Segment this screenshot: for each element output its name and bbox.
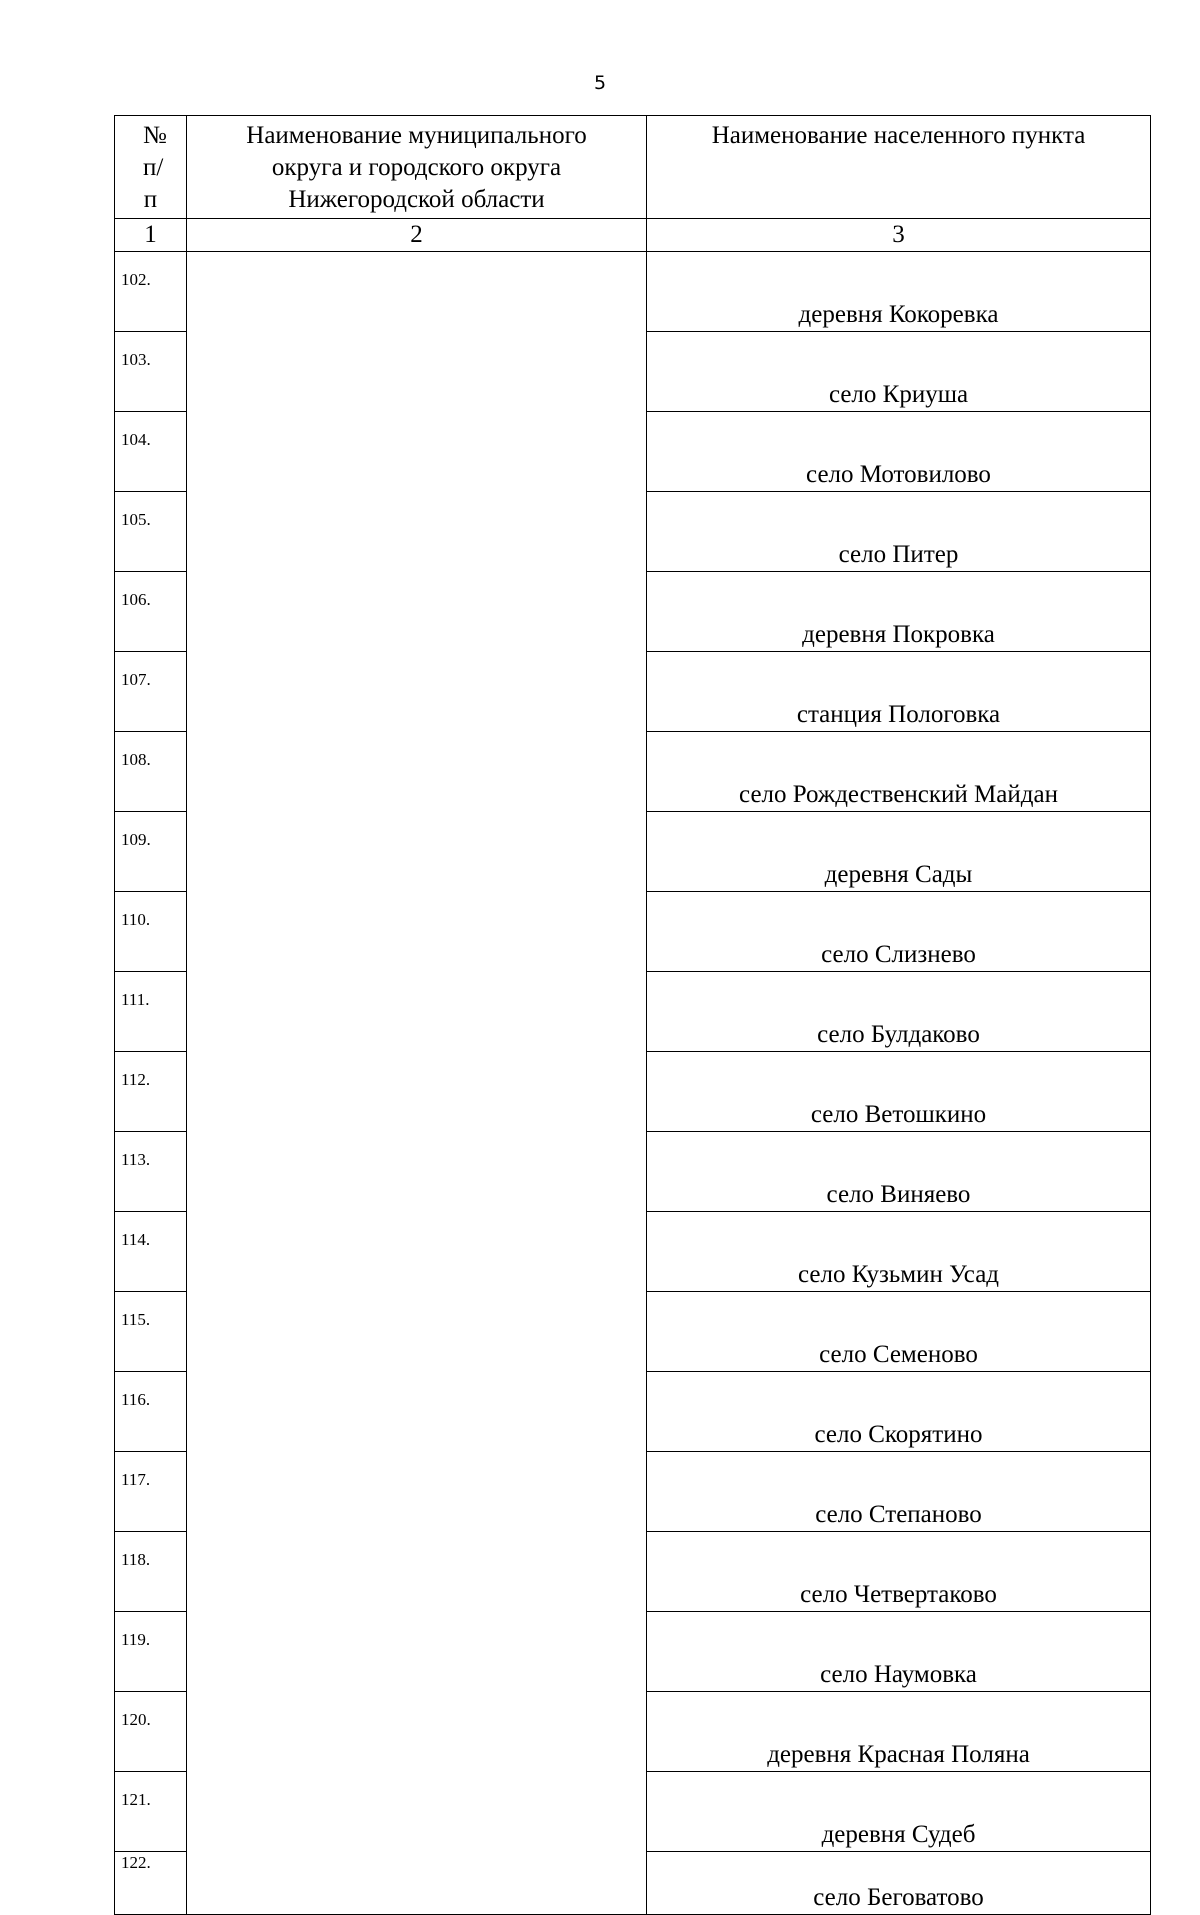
settlement-name: село Слизнево	[647, 892, 1151, 972]
row-number: 110.	[115, 892, 187, 972]
settlement-name: деревня Покровка	[647, 572, 1151, 652]
settlement-name: село Питер	[647, 492, 1151, 572]
settlement-name: село Криуша	[647, 332, 1151, 412]
header-number: № п/п	[115, 116, 187, 219]
header-district: Наименование муниципального округа и городского округа Нижегородской области	[187, 116, 647, 219]
row-number: 103.	[115, 332, 187, 412]
settlement-name: село Кузьмин Усад	[647, 1212, 1151, 1292]
settlement-name: село Степаново	[647, 1452, 1151, 1532]
settlement-name: село Ветошкино	[647, 1052, 1151, 1132]
table-row	[115, 252, 1151, 332]
row-number: 117.	[115, 1452, 187, 1532]
row-number: 120.	[115, 1692, 187, 1772]
page-number: 5	[593, 72, 607, 94]
column-number-row	[115, 219, 1151, 252]
row-number: 122.	[115, 1852, 187, 1915]
row-number: 109.	[115, 812, 187, 892]
settlement-name: деревня Кокоревка	[647, 252, 1151, 332]
settlement-name: село Беговатово	[647, 1852, 1151, 1915]
column-number-2: 2	[187, 219, 647, 252]
row-number: 119.	[115, 1612, 187, 1692]
row-number: 114.	[115, 1212, 187, 1292]
column-number-1: 1	[115, 219, 187, 252]
row-number: 105.	[115, 492, 187, 572]
settlement-name: село Булдаково	[647, 972, 1151, 1052]
row-number: 121.	[115, 1772, 187, 1852]
header-settlement: Наименование населенного пункта	[647, 116, 1151, 219]
row-number: 112.	[115, 1052, 187, 1132]
column-number-3: 3	[647, 219, 1151, 252]
row-number: 111.	[115, 972, 187, 1052]
row-number: 108.	[115, 732, 187, 812]
settlement-name: село Наумовка	[647, 1612, 1151, 1692]
settlement-name: деревня Судеб	[647, 1772, 1151, 1852]
settlement-name: село Скорятино	[647, 1372, 1151, 1452]
settlement-name: село Виняево	[647, 1132, 1151, 1212]
settlements-table	[114, 115, 1151, 1915]
settlement-name: деревня Красная Поляна	[647, 1692, 1151, 1772]
row-number: 115.	[115, 1292, 187, 1372]
row-number: 104.	[115, 412, 187, 492]
district-cell	[187, 252, 647, 1915]
settlement-name: деревня Сады	[647, 812, 1151, 892]
header-row	[115, 116, 1151, 219]
row-number: 102.	[115, 252, 187, 332]
table-body	[115, 116, 1151, 1915]
row-number: 113.	[115, 1132, 187, 1212]
settlement-name: станция Пологовка	[647, 652, 1151, 732]
row-number: 106.	[115, 572, 187, 652]
settlement-name: село Семеново	[647, 1292, 1151, 1372]
settlement-name: село Мотовилово	[647, 412, 1151, 492]
settlement-name: село Рождественский Майдан	[647, 732, 1151, 812]
settlement-name: село Четвертаково	[647, 1532, 1151, 1612]
row-number: 116.	[115, 1372, 187, 1452]
row-number: 107.	[115, 652, 187, 732]
row-number: 118.	[115, 1532, 187, 1612]
